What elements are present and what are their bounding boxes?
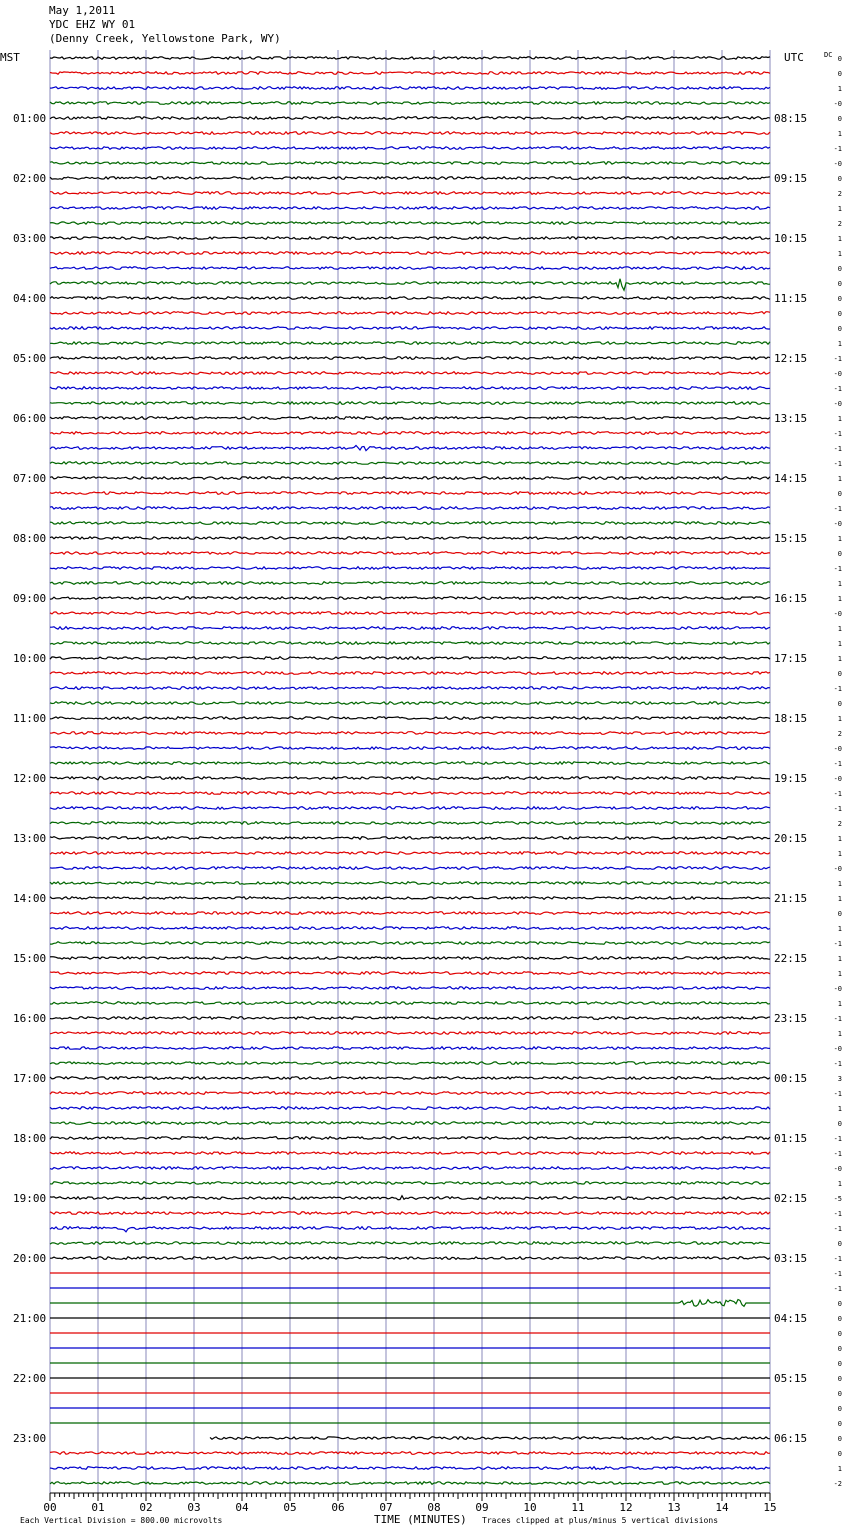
dc-offset-label: -0 xyxy=(833,610,842,618)
trace-row xyxy=(50,72,770,75)
mst-hour-label: 14:00 xyxy=(13,892,47,905)
trace-row xyxy=(50,432,770,435)
trace-row xyxy=(50,627,770,630)
dc-offset-label: -1 xyxy=(833,505,842,513)
trace-row xyxy=(50,777,770,780)
x-tick-label: 03 xyxy=(187,1501,201,1514)
dc-offset-label: 0 xyxy=(837,1315,842,1323)
trace-row xyxy=(50,1017,770,1020)
dc-offset-label: 0 xyxy=(837,55,842,63)
trace-row xyxy=(50,147,770,150)
left-axis-label: MST xyxy=(0,51,20,64)
seismic-traces xyxy=(50,57,770,1485)
mst-hour-label: 16:00 xyxy=(13,1012,47,1025)
trace-row xyxy=(50,507,770,510)
mst-hour-label: 09:00 xyxy=(13,592,47,605)
trace-row xyxy=(50,192,770,195)
trace-row xyxy=(50,807,770,810)
dc-offset-label: -0 xyxy=(833,400,842,408)
dc-offset-label: 0 xyxy=(837,1330,842,1338)
dc-offset-label: -0 xyxy=(833,100,842,108)
header-station: YDC EHZ WY 01 xyxy=(49,18,136,31)
dc-offset-label: -1 xyxy=(833,1285,842,1293)
utc-hour-label: 15:15 xyxy=(774,532,808,545)
x-tick-label: 13 xyxy=(667,1501,681,1514)
utc-hour-label: 14:15 xyxy=(774,472,808,485)
x-tick-label: 00 xyxy=(43,1501,57,1514)
dc-offset-label: 0 xyxy=(837,1120,842,1128)
dc-offset-label: 0 xyxy=(837,1345,842,1353)
mst-hour-label: 18:00 xyxy=(13,1132,47,1145)
dc-offset-label: 1 xyxy=(837,835,842,843)
trace-row xyxy=(50,672,770,675)
dc-label: DC xyxy=(824,51,833,59)
trace-row xyxy=(50,312,770,315)
dc-offset-label: 1 xyxy=(837,475,842,483)
dc-offset-label: 0 xyxy=(837,325,842,333)
utc-hour-label: 18:15 xyxy=(774,712,808,725)
trace-row xyxy=(50,357,770,360)
trace-row xyxy=(50,972,770,975)
dc-offset-label: 1 xyxy=(837,955,842,963)
dc-offset-label: 1 xyxy=(837,595,842,603)
dc-offset-label: 0 xyxy=(837,490,842,498)
utc-hour-label: 12:15 xyxy=(774,352,808,365)
dc-offset-label: 0 xyxy=(837,1360,842,1368)
dc-offset-label: 0 xyxy=(837,280,842,288)
trace-row xyxy=(50,462,770,465)
mst-hour-label: 19:00 xyxy=(13,1192,47,1205)
x-tick-label: 07 xyxy=(379,1501,393,1514)
x-tick-label: 15 xyxy=(763,1501,777,1514)
utc-hour-label: 19:15 xyxy=(774,772,808,785)
dc-offset-label: 1 xyxy=(837,415,842,423)
trace-row xyxy=(50,897,770,900)
trace-row xyxy=(50,1300,770,1307)
mst-hour-label: 02:00 xyxy=(13,172,47,185)
dc-offset-label: 1 xyxy=(837,715,842,723)
trace-row xyxy=(50,1467,770,1470)
x-tick-label: 10 xyxy=(523,1501,537,1514)
dc-offset-label: 1 xyxy=(837,1105,842,1113)
trace-row xyxy=(50,1452,770,1455)
trace-row xyxy=(50,492,770,495)
trace-row xyxy=(50,1062,770,1065)
mst-hour-label: 15:00 xyxy=(13,952,47,965)
trace-row xyxy=(50,446,770,451)
dc-offset-label: -0 xyxy=(833,1165,842,1173)
trace-row xyxy=(50,1482,770,1485)
trace-row xyxy=(50,537,770,540)
x-tick-label: 12 xyxy=(619,1501,633,1514)
trace-row xyxy=(50,552,770,555)
x-axis-title: TIME (MINUTES) xyxy=(374,1513,467,1526)
mst-hour-label: 21:00 xyxy=(13,1312,47,1325)
mst-hour-label: 20:00 xyxy=(13,1252,47,1265)
trace-row xyxy=(50,387,770,390)
trace-row xyxy=(50,1167,770,1170)
trace-row xyxy=(50,522,770,525)
dc-offset-label: -1 xyxy=(833,355,842,363)
trace-row xyxy=(50,1137,770,1140)
dc-offset-label: -1 xyxy=(833,1060,842,1068)
dc-offset-label: 2 xyxy=(837,190,842,198)
x-tick-label: 05 xyxy=(283,1501,297,1514)
dc-offset-label: 1 xyxy=(837,1000,842,1008)
dc-offset-label: 0 xyxy=(837,1375,842,1383)
dc-offset-label: 1 xyxy=(837,970,842,978)
utc-hour-label: 17:15 xyxy=(774,652,808,665)
trace-row xyxy=(50,1077,770,1080)
dc-offset-label: -1 xyxy=(833,1090,842,1098)
dc-offset-label: -0 xyxy=(833,985,842,993)
trace-row xyxy=(50,987,770,990)
trace-row xyxy=(50,1196,770,1200)
dc-offset-label: -1 xyxy=(833,1015,842,1023)
footer-clip-note: Traces clipped at plus/minus 5 vertical divisions xyxy=(482,1516,719,1525)
trace-row xyxy=(50,582,770,585)
dc-offset-label: 0 xyxy=(837,1300,842,1308)
trace-row xyxy=(50,927,770,930)
trace-row xyxy=(50,567,770,570)
dc-offset-label: 0 xyxy=(837,1420,842,1428)
trace-row xyxy=(50,1212,770,1215)
mst-hour-label: 22:00 xyxy=(13,1372,47,1385)
dc-offset-label: -0 xyxy=(833,865,842,873)
header-location: (Denny Creek, Yellowstone Park, WY) xyxy=(49,32,281,45)
dc-offset-label: 1 xyxy=(837,235,842,243)
dc-offset-label: -2 xyxy=(833,1480,842,1488)
trace-row xyxy=(50,237,770,240)
trace-row xyxy=(50,642,770,645)
utc-hour-label: 06:15 xyxy=(774,1432,808,1445)
trace-row xyxy=(210,1437,770,1440)
dc-offset-label: 1 xyxy=(837,925,842,933)
utc-hour-label: 04:15 xyxy=(774,1312,808,1325)
dc-offset-label: 1 xyxy=(837,580,842,588)
dc-offset-label: -1 xyxy=(833,1270,842,1278)
trace-row xyxy=(50,867,770,870)
trace-row xyxy=(50,279,770,290)
dc-offset-label: 0 xyxy=(837,70,842,78)
utc-hour-label: 22:15 xyxy=(774,952,808,965)
mst-hour-label: 11:00 xyxy=(13,712,47,725)
x-tick-label: 14 xyxy=(715,1501,729,1514)
dc-offset-label: -1 xyxy=(833,385,842,393)
dc-offset-label: -1 xyxy=(833,940,842,948)
trace-row xyxy=(50,942,770,945)
mst-hour-label: 05:00 xyxy=(13,352,47,365)
dc-offset-label: 0 xyxy=(837,670,842,678)
x-tick-label: 09 xyxy=(475,1501,489,1514)
mst-hour-label: 23:00 xyxy=(13,1432,47,1445)
trace-row xyxy=(50,252,770,255)
mst-hour-label: 13:00 xyxy=(13,832,47,845)
mst-hour-label: 10:00 xyxy=(13,652,47,665)
mst-hour-label: 07:00 xyxy=(13,472,47,485)
trace-row xyxy=(50,852,770,855)
mst-hour-label: 06:00 xyxy=(13,412,47,425)
dc-offset-label: 2 xyxy=(837,220,842,228)
dc-offset-label: -1 xyxy=(833,445,842,453)
mst-hour-label: 12:00 xyxy=(13,772,47,785)
trace-row xyxy=(50,57,770,60)
dc-offset-label: 1 xyxy=(837,250,842,258)
trace-row xyxy=(50,327,770,330)
utc-hour-label: 01:15 xyxy=(774,1132,808,1145)
dc-offset-label: -1 xyxy=(833,565,842,573)
dc-offset-label: 2 xyxy=(837,820,842,828)
right-axis-label: UTC xyxy=(784,51,804,64)
trace-row xyxy=(50,222,770,225)
trace-row xyxy=(50,162,770,165)
dc-offset-label: -1 xyxy=(833,145,842,153)
dc-offset-label: 0 xyxy=(837,115,842,123)
trace-row xyxy=(50,837,770,840)
x-axis xyxy=(43,1493,776,1514)
utc-hour-label: 23:15 xyxy=(774,1012,808,1025)
utc-hour-label: 21:15 xyxy=(774,892,808,905)
dc-offset-label: -0 xyxy=(833,160,842,168)
dc-offset-label: 1 xyxy=(837,1465,842,1473)
trace-row xyxy=(50,1107,770,1110)
utc-hour-label: 08:15 xyxy=(774,112,808,125)
dc-offset-label: -1 xyxy=(833,1150,842,1158)
trace-row xyxy=(50,177,770,180)
dc-offset-label: -1 xyxy=(833,1255,842,1263)
trace-row xyxy=(50,117,770,120)
dc-offset-label: -1 xyxy=(833,805,842,813)
dc-offset-label: -1 xyxy=(833,1225,842,1233)
mst-hour-label: 01:00 xyxy=(13,112,47,125)
trace-row xyxy=(50,1227,770,1232)
utc-hour-label: 02:15 xyxy=(774,1192,808,1205)
dc-offset-label: -0 xyxy=(833,370,842,378)
dc-offset-label: -0 xyxy=(833,775,842,783)
dc-offset-label: 0 xyxy=(837,175,842,183)
dc-offset-label: 0 xyxy=(837,265,842,273)
dc-offset-label: 0 xyxy=(837,1240,842,1248)
dc-offset-label: -1 xyxy=(833,1135,842,1143)
dc-offset-label: -1 xyxy=(833,1210,842,1218)
dc-offset-label: 0 xyxy=(837,1390,842,1398)
trace-row xyxy=(50,1257,770,1260)
trace-row xyxy=(50,87,770,90)
dc-offset-label: -1 xyxy=(833,430,842,438)
trace-row xyxy=(50,732,770,735)
trace-row xyxy=(50,687,770,690)
dc-offset-label: -0 xyxy=(833,745,842,753)
dc-offset-label: 1 xyxy=(837,880,842,888)
utc-hour-label: 00:15 xyxy=(774,1072,808,1085)
trace-row xyxy=(50,702,770,705)
dc-offset-label: 1 xyxy=(837,1030,842,1038)
trace-row xyxy=(50,342,770,345)
dc-offset-label: 1 xyxy=(837,640,842,648)
mst-hour-label: 04:00 xyxy=(13,292,47,305)
dc-offset-label: 1 xyxy=(837,655,842,663)
utc-hour-label: 05:15 xyxy=(774,1372,808,1385)
header-date: May 1,2011 xyxy=(49,4,116,17)
dc-offset-label: 0 xyxy=(837,1405,842,1413)
dc-offset-label: -0 xyxy=(833,520,842,528)
x-tick-label: 02 xyxy=(139,1501,153,1514)
x-tick-label: 04 xyxy=(235,1501,249,1514)
utc-hour-label: 20:15 xyxy=(774,832,808,845)
dc-offset-label: 1 xyxy=(837,535,842,543)
trace-row xyxy=(50,1092,770,1095)
trace-row xyxy=(50,597,770,600)
trace-row xyxy=(50,132,770,135)
dc-offset-label: -1 xyxy=(833,790,842,798)
dc-offset-label: -0 xyxy=(833,1045,842,1053)
trace-row xyxy=(50,1242,770,1245)
dc-offset-label: -1 xyxy=(833,460,842,468)
trace-row xyxy=(50,1047,770,1050)
x-tick-label: 11 xyxy=(571,1501,585,1514)
dc-offset-label: -1 xyxy=(833,760,842,768)
trace-row xyxy=(50,417,770,420)
dc-offset-label: 0 xyxy=(837,295,842,303)
trace-row xyxy=(50,612,770,615)
dc-offset-label: 0 xyxy=(837,700,842,708)
x-tick-label: 01 xyxy=(91,1501,105,1514)
trace-row xyxy=(50,102,770,105)
mst-hour-label: 17:00 xyxy=(13,1072,47,1085)
trace-row xyxy=(50,1182,770,1185)
dc-offset-label: 1 xyxy=(837,205,842,213)
utc-hour-label: 03:15 xyxy=(774,1252,808,1265)
trace-row xyxy=(50,762,770,765)
trace-row xyxy=(50,1032,770,1035)
utc-hour-label: 16:15 xyxy=(774,592,808,605)
trace-row xyxy=(50,912,770,915)
dc-offset-label: 0 xyxy=(837,550,842,558)
trace-row xyxy=(50,957,770,960)
dc-offset-label: 0 xyxy=(837,310,842,318)
x-tick-label: 08 xyxy=(427,1501,441,1514)
utc-hour-label: 09:15 xyxy=(774,172,808,185)
dc-offset-label: 1 xyxy=(837,340,842,348)
dc-offset-label: 3 xyxy=(837,1075,842,1083)
dc-offset-label: 0 xyxy=(837,1450,842,1458)
trace-row xyxy=(50,267,770,270)
trace-row xyxy=(50,1122,770,1125)
trace-row xyxy=(50,822,770,825)
dc-offset-label: 1 xyxy=(837,625,842,633)
trace-row xyxy=(50,207,770,210)
trace-row xyxy=(50,297,770,300)
trace-row xyxy=(50,372,770,375)
dc-offset-label: 2 xyxy=(837,730,842,738)
trace-row xyxy=(50,657,770,660)
trace-row xyxy=(50,477,770,480)
trace-row xyxy=(50,792,770,795)
trace-row xyxy=(50,402,770,405)
trace-row xyxy=(50,882,770,885)
trace-row xyxy=(50,1152,770,1155)
dc-offset-label: 1 xyxy=(837,850,842,858)
dc-offset-label: -5 xyxy=(833,1195,842,1203)
trace-row xyxy=(50,747,770,750)
dc-offset-label: 0 xyxy=(837,1435,842,1443)
dc-offset-label: 1 xyxy=(837,85,842,93)
mst-hour-label: 08:00 xyxy=(13,532,47,545)
utc-hour-label: 11:15 xyxy=(774,292,808,305)
mst-hour-label: 03:00 xyxy=(13,232,47,245)
dc-offset-label: -1 xyxy=(833,685,842,693)
utc-hour-label: 10:15 xyxy=(774,232,808,245)
footer-scale-note: Each Vertical Division = 800.00 microvolts xyxy=(20,1516,223,1525)
trace-row xyxy=(50,1002,770,1005)
dc-offset-label: 1 xyxy=(837,130,842,138)
dc-offset-label: 1 xyxy=(837,1180,842,1188)
trace-row xyxy=(50,717,770,720)
dc-offset-label: 1 xyxy=(837,895,842,903)
x-tick-label: 06 xyxy=(331,1501,345,1514)
dc-offset-label: 0 xyxy=(837,910,842,918)
utc-hour-label: 13:15 xyxy=(774,412,808,425)
